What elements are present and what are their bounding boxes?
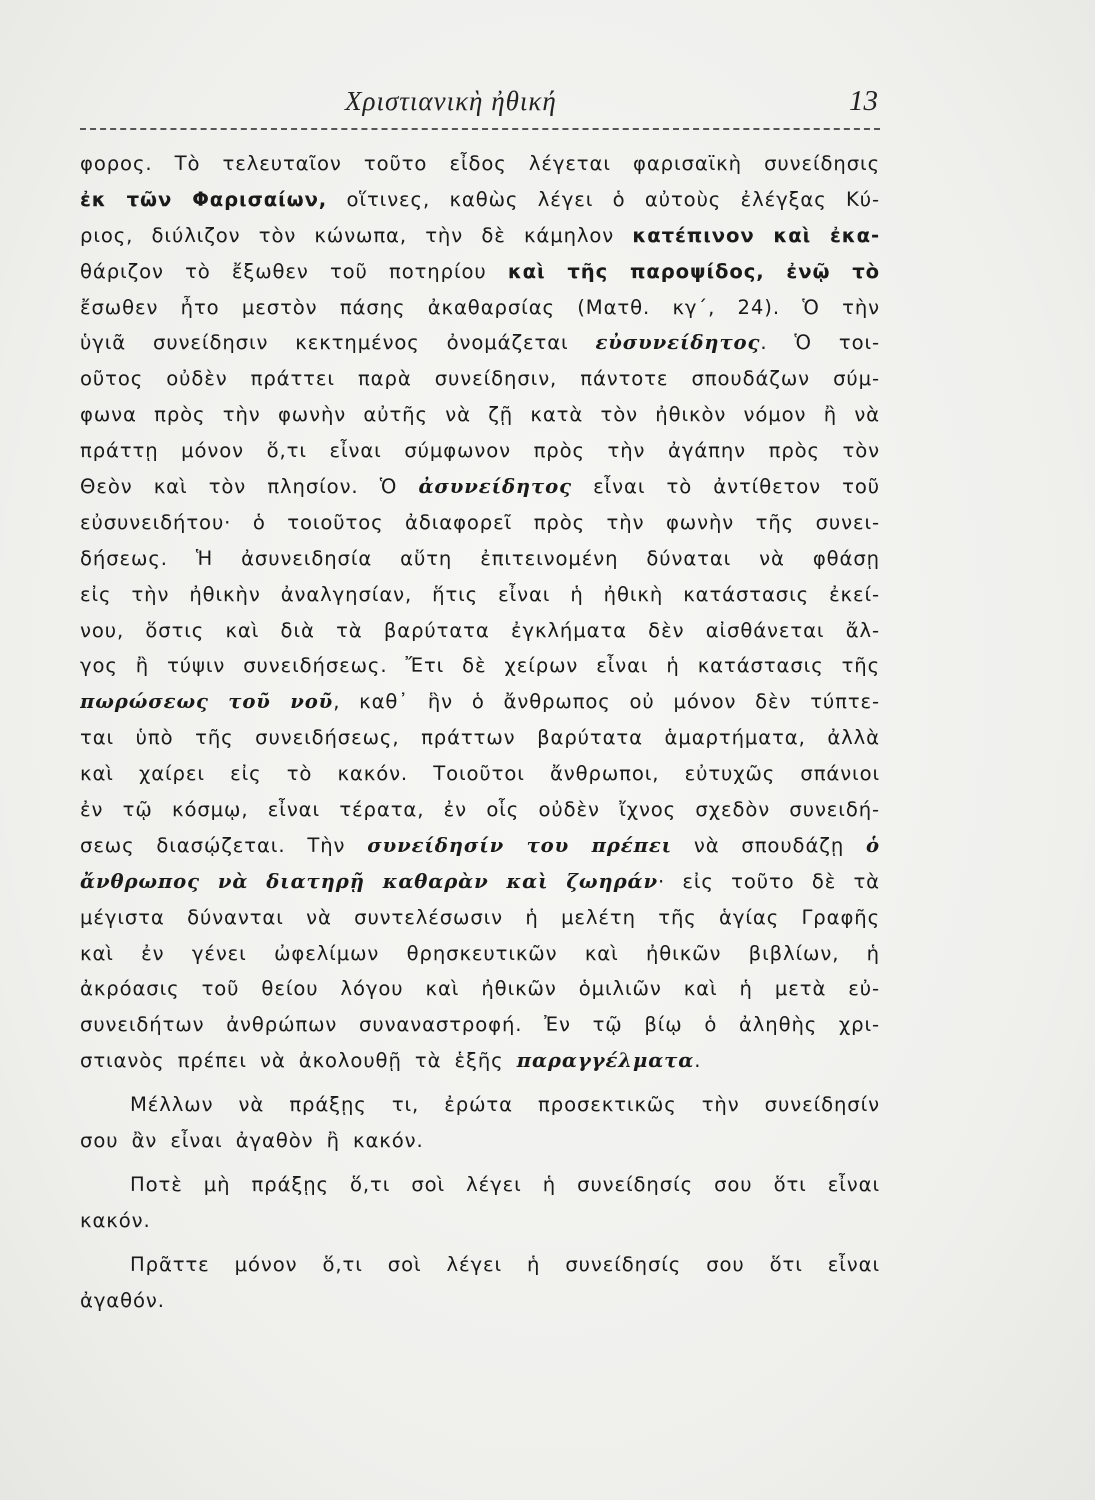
bold-phrase: ἐκ τῶν Φαρισαίων, [80,187,328,211]
text-line: καὶ ἐν γένει ὠφελίμων θρησκευτικῶν καὶ ἠθικῶν βιβλίων, ἡ [80,941,880,965]
text-line: οῦτος οὐδὲν πράττει παρὰ συνείδησιν, πάντοτε σπουδάζων σύμ- [80,367,880,391]
bold-phrase: κατέπινον καὶ ἐκα- [632,223,880,247]
paragraph-gap [80,1159,880,1167]
text-line: σου ἂν εἶναι ἀγαθὸν ἢ κακόν. [80,1129,424,1153]
text-line: νου, ὅστις καὶ διὰ τὰ βαρύτατα ἐγκλήματα δὲν αἰσθάνεται ἄλ- [80,618,880,642]
text-line: δήσεως. Ἡ ἀσυνειδησία αὕτη ἐπιτεινομένη δύναται νὰ φθάσῃ [80,546,880,570]
text-line: ὑγιᾶ συνείδησιν κεκτημένος ὀνομάζεται εὐσυνείδητος. Ὁ τοι- [80,331,880,355]
paragraph-2 [80,1087,880,1159]
term-eusyneidetos: εὐσυνείδητος [595,331,761,355]
term-asyneidetos: ἀσυνείδητος [418,475,572,499]
running-head [80,86,880,126]
text-line: ται ὑπὸ τῆς συνειδήσεως, πράττων βαρύτατα ἁμαρτήματα, ἀλλὰ [80,726,880,750]
bold-phrase: καὶ τῆς παροψίδος, ἐνῷ τὸ [507,259,880,283]
paragraph-gap [80,1239,880,1247]
text-line: φορος. Τὸ τελευταῖον τοῦτο εἶδος λέγεται φαρισαϊκὴ συνείδησις [80,152,880,175]
text-line: καὶ χαίρει εἰς τὸ κακόν. Τοιοῦτοι ἄνθρωποι, εὐτυχῶς σπάνιοι [80,762,880,786]
text-line: σεως διασῴζεται. Τὴν συνείδησίν του πρέπει νὰ σπουδάζῃ ὁ [80,833,880,857]
text-line: πράττῃ μόνον ὅ,τι εἶναι σύμφωνον πρὸς τὴν ἀγάπην πρὸς τὸν [80,439,880,463]
text-line: ἐν τῷ κόσμῳ, εἶναι τέρατα, ἐν οἷς οὐδὲν ἴχνος σχεδὸν συνειδή- [80,798,880,822]
text-line: ἀγαθόν. [80,1288,165,1312]
text-line: πωρώσεως τοῦ νοῦ, καθ᾿ ἣν ὁ ἄνθρωπος οὐ μόνον δὲν τύπτε- [80,690,880,714]
paragraph-3 [80,1167,880,1239]
term-porosis: πωρώσεως τοῦ νοῦ [80,690,334,714]
text-line: ἔσωθεν ἦτο μεστὸν πάσης ἀκαθαρσίας (Ματθ. κγ΄, 24). Ὁ τὴν [80,295,880,319]
emphasis-phrase: ἄνθρωπος νὰ διατηρῇ καθαρὰν καὶ ζωηράν [80,869,658,893]
text-line: στιανὸς πρέπει νὰ ἀκολουθῇ τὰ ἑξῆς παραγγέλματα. [80,1049,702,1073]
paragraph-1 [80,146,880,1079]
text-line: εὐσυνειδήτου· ὁ τοιοῦτος ἀδιαφορεῖ πρὸς τὴν φωνὴν τῆς συνει- [80,510,880,534]
running-title: Χριστιανικὴ ἠθική [345,86,557,116]
page-number: 13 [849,85,878,117]
text-line: μέγιστα δύνανται νὰ συντελέσωσιν ἡ μελέτη τῆς ἁγίας Γραφῆς [80,905,880,929]
paragraph-gap [80,1079,880,1087]
text-line: κακόν. [80,1208,151,1232]
text-line: Πρᾶττε μόνον ὅ,τι σοὶ λέγει ἡ συνείδησίς σου ὅτι εἶναι [130,1252,880,1276]
header-rule [80,128,880,130]
text-line: συνειδήτων ἀνθρώπων συναναστροφή. Ἐν τῷ βίῳ ὁ ἀληθὴς χρι- [80,1013,880,1037]
body-text [80,146,880,1346]
text-line: θάριζον τὸ ἔξωθεν τοῦ ποτηρίου καὶ τῆς παροψίδος, ἐνῷ τὸ [80,259,880,283]
text-line: ἐκ τῶν Φαρισαίων, οἵτινες, καθὼς λέγει ὁ αὐτοὺς ἐλέγξας Κύ- [80,187,880,211]
text-line: Ποτὲ μὴ πράξῃς ὅ,τι σοὶ λέγει ἡ συνείδησίς σου ὅτι εἶναι [130,1172,880,1196]
text-line: ριος, διύλιζον τὸν κώνωπα, τὴν δὲ κάμηλον κατέπινον καὶ ἐκα- [80,223,880,247]
text-line: Θεὸν καὶ τὸν πλησίον. Ὁ ἀσυνείδητος εἶναι τὸ ἀντίθετον τοῦ [80,475,880,499]
text-line: Μέλλων νὰ πράξῃς τι, ἐρώτα προσεκτικῶς τὴν συνείδησίν [130,1093,880,1117]
text-line: φωνα πρὸς τὴν φωνὴν αὐτῆς νὰ ζῇ κατὰ τὸν ἠθικὸν νόμον ἢ νὰ [80,403,880,427]
text-line: ἄνθρωπος νὰ διατηρῇ καθαρὰν καὶ ζωηράν· εἰς τοῦτο δὲ τὰ [80,869,880,893]
emphasis-phrase: ὁ [866,833,880,857]
text-line: εἰς τὴν ἠθικὴν ἀναλγησίαν, ἥτις εἶναι ἡ ἠθικὴ κατάστασις ἐκεί- [80,582,880,606]
emphasis-phrase: συνείδησίν του πρέπει [367,833,673,857]
paragraph-4 [80,1247,880,1319]
text-line: ἀκρόασις τοῦ θείου λόγου καὶ ἠθικῶν ὁμιλιῶν καὶ ἡ μετὰ εὐ- [80,977,880,1001]
text-line: γος ἢ τύψιν συνειδήσεως. Ἔτι δὲ χείρων εἶναι ἡ κατάστασις τῆς [80,654,880,678]
term-parangelmata: παραγγέλματα [516,1049,695,1073]
